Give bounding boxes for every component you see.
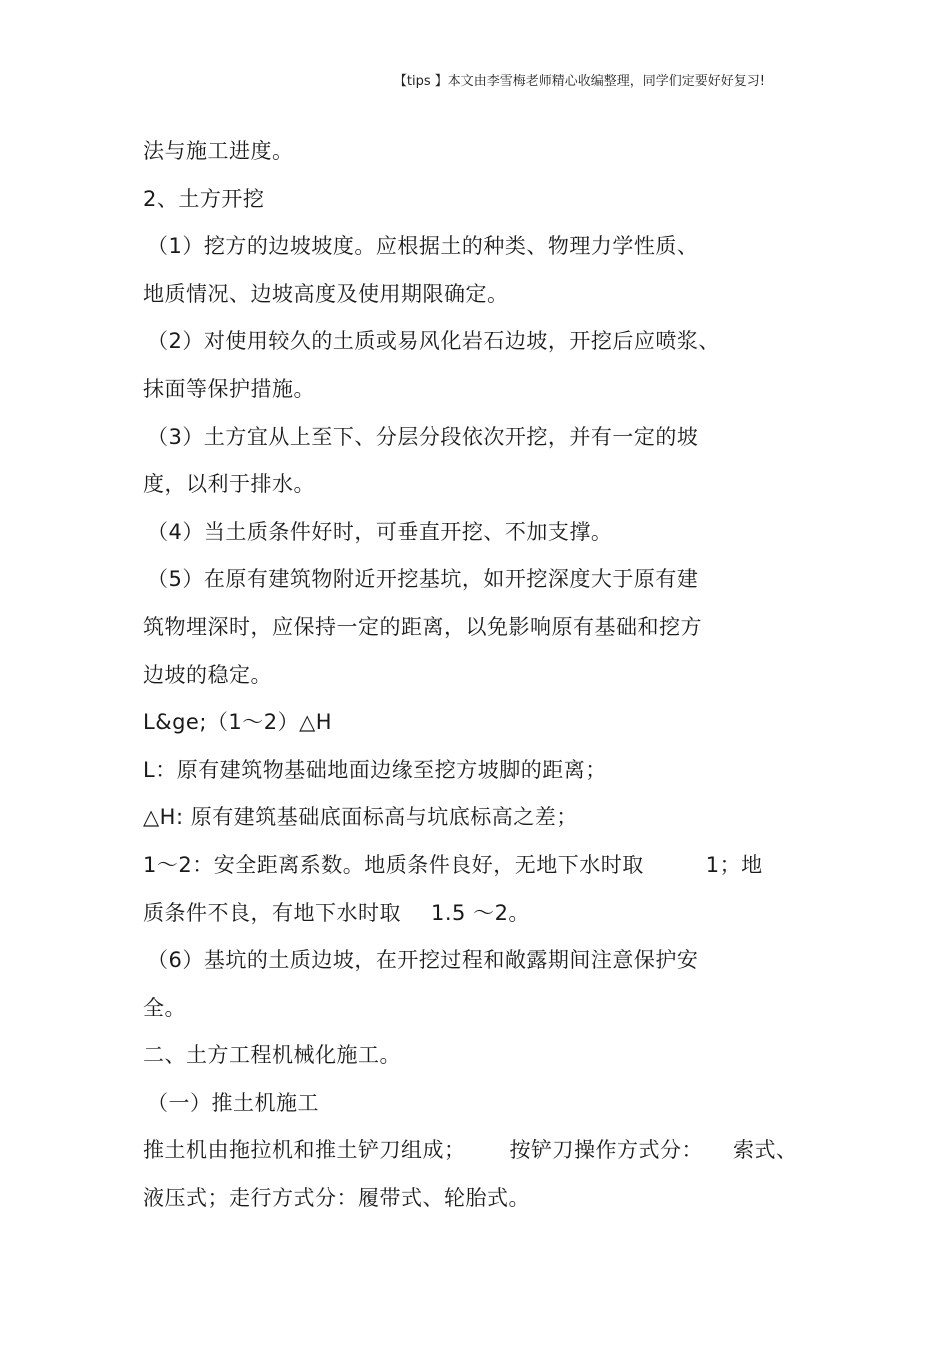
subsection-heading: （一）推土机施工: [147, 1090, 319, 1115]
text-segment: 质条件不良，有地下水时取: [143, 900, 401, 925]
text-line: [143, 842, 823, 890]
text-segment: 1；地: [705, 852, 763, 877]
text-line: [143, 890, 823, 938]
text-segment: 索式、: [733, 1138, 798, 1163]
text-line: 抹面等保护措施。: [143, 376, 315, 401]
header-tip-note: 【tips 】本文由李雪梅老师精心收编整理，同学们定要好好复习!: [393, 74, 765, 89]
text-line: 度，以利于排水。: [143, 472, 315, 497]
text-line: △H: 原有建筑基础底面标高与坑底标高之差；: [143, 805, 578, 830]
text-line: [143, 1127, 823, 1175]
text-line: 法与施工进度。: [143, 139, 294, 163]
document-body: [143, 128, 823, 1223]
section-heading: 二、土方工程机械化施工。: [143, 1043, 401, 1068]
text-line: （6）基坑的土质边坡，在开挖过程和敞露期间注意保护安: [147, 948, 699, 973]
text-segment: 推土机由拖拉机和推土铲刀组成；: [143, 1138, 466, 1163]
text-segment: 1～2：安全距离系数。地质条件良好，无地下水时取: [143, 852, 644, 877]
text-line: （4）当土质条件好时，可垂直开挖、不加支撑。: [147, 519, 613, 544]
text-line: 全。: [143, 995, 186, 1020]
text-line: （5）在原有建筑物附近开挖基坑，如开挖深度大于原有建: [147, 567, 699, 592]
formula-line: L&ge;（1～2）△H: [143, 710, 333, 735]
text-segment: 按铲刀操作方式分：: [509, 1138, 703, 1163]
section-heading: 2、土方开挖: [143, 186, 265, 211]
text-line: 地质情况、边坡高度及使用期限确定。: [143, 281, 509, 306]
text-line: 液压式；走行方式分：履带式、轮胎式。: [143, 1186, 530, 1211]
text-line: （1）挖方的边坡坡度。应根据土的种类、物理力学性质、: [147, 234, 699, 259]
text-line: （2）对使用较久的土质或易风化岩石边坡，开挖后应喷浆、: [147, 329, 720, 354]
text-line: L：原有建筑物基础地面边缘至挖方坡脚的距离；: [143, 757, 607, 782]
text-line: 边坡的稳定。: [143, 662, 272, 687]
text-segment: 1.5 ～2。: [431, 900, 530, 925]
text-line: 筑物埋深时，应保持一定的距离，以免影响原有基础和挖方: [143, 614, 702, 639]
text-line: （3）土方宜从上至下、分层分段依次开挖，并有一定的坡: [147, 424, 699, 449]
